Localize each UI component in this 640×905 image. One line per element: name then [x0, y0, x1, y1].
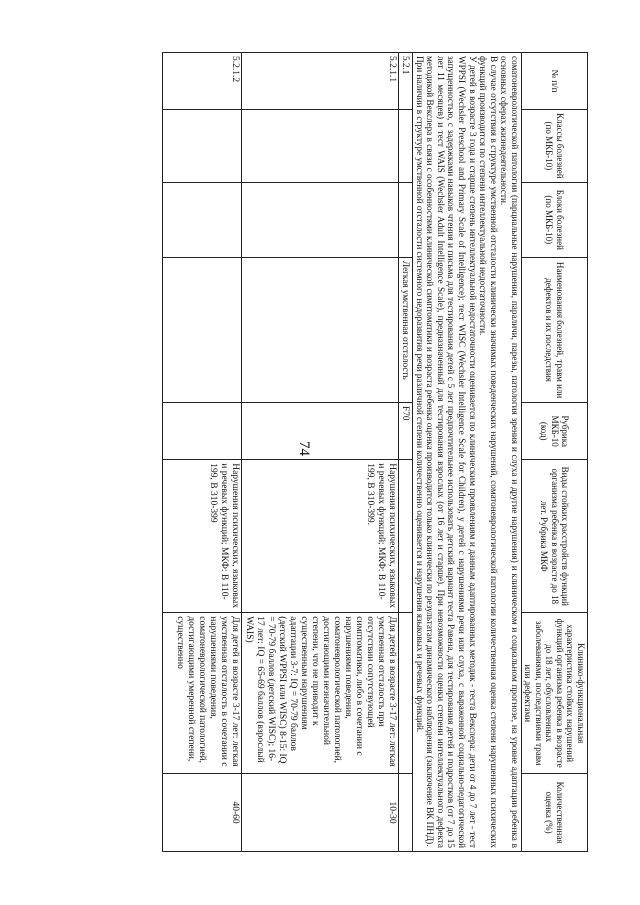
row-types: Нарушения психических, языковых и речевых функций; МКФ: В 110-199, В 310-399 [163, 460, 242, 613]
section-disease: Легкая умственная отсталость [399, 257, 413, 402]
intro-paragraph: При наличии в структуре умственной отсталости системного недоразвития речи различной степени количественно оценивается и нарушения языковых и речевых функций. [414, 56, 425, 733]
table-row [163, 53, 242, 852]
header-num: № п/п [522, 53, 588, 110]
intro-paragraph: У детей в возрасте 3 года и старше степень интеллектуальной недостаточности оценивается по клиническим проявлениям и данным адаптированных методик - теста Векслера: дети от 4 до 7 лет - тест WPPSI (Wechsler Preschool and Primary Scale of Intelligence); тест WISC (Wechsler Intelligence Scale for Children), у детей с нарушениями речи или слуха, с выраженной социально-педагогической запущенностью, с задержками навыков чтения и письма для тестирования детей с 5 лет предпочтительнее использовать детский вариант теста Равена, для тестирования детей и подростков (от 7 до 15 лет 11 месяцев) и тест WAIS (Wechsler Adult Intelligence Scale), предназначенный для тестирования взрослых (от 16 лет и старше). При невозможности оценки степени интеллектуального дефекта методикой Векслера в связи с особенностями клинической симптоматики и возраста ребенка оценка производится только клинически по результатам динамического наблюдения (заключение ВК ПНД). [425, 56, 478, 848]
row-blocks [163, 182, 242, 257]
row-class [242, 110, 399, 183]
header-blocks: Блоки болезней (по МКБ-10) [522, 182, 588, 257]
row-score: 10-30 [242, 774, 399, 852]
row-disease [163, 257, 242, 402]
intro-paragraph: В случае отсутствия в структуре умственной отсталости клинически значимых поведенческих нарушений, соматоневрологической патологии количественная оценка степени нарушенных психических функций производится по степени интеллектуальной недостаточности. [478, 56, 499, 848]
section-num: 5.2.1 [399, 53, 413, 110]
table-header-row [522, 53, 588, 852]
page-number: 74 [296, 441, 312, 456]
row-code [163, 403, 242, 460]
intro-text [413, 53, 522, 852]
header-types: Виды стойких расстройств функций организма ребенка в возрасте до 18 лет. Рубрика МКФ [522, 460, 588, 613]
disability-criteria-table [162, 52, 588, 852]
section-types [399, 460, 413, 613]
rotated-table-page [68, 52, 588, 852]
section-characteristic [399, 613, 413, 774]
row-types: Нарушения психических, языковых и речевых функций; МКФ: В 110-199, В 310-399. [242, 460, 399, 613]
row-score: 40-60 [163, 774, 242, 852]
section-score [399, 774, 413, 852]
row-characteristic: Для детей в возрасте 3-17 лет: легкая умственная отсталость в сочетании с нарушениями поведения, соматоневрологической патологией, достигающими умеренной степени, существенно [163, 613, 242, 774]
intro-row [413, 53, 522, 852]
row-disease [242, 257, 399, 402]
header-score: Количественная оценка (%) [522, 774, 588, 852]
row-num: 5.2.1.2 [163, 53, 242, 110]
header-class: Классы болезней (по МКБ-10) [522, 110, 588, 183]
row-blocks [242, 182, 399, 257]
section-row [399, 53, 413, 852]
row-num: 5.2.1.1 [242, 53, 399, 110]
header-disease: Наименования болезней, травм или дефектов и их последствия [522, 257, 588, 402]
row-code [242, 403, 399, 460]
section-code: F70 [399, 403, 413, 460]
row-characteristic: Для детей в возрасте 3-17 лет: легкая умственная отсталость при отсутствии сопутствующей симптоматики, либо в сочетании с нарушениями поведения, соматоневрологической патологией, достигающими незначительной степени, что не приводит к существенным нарушениям адаптации 3-7: IQ = 70-79 баллов (детский WPPSI или WISC) 8-15: IQ = 70-79 баллов (детский WISC); 16-17 лет: IQ = 65-69 баллов (взрослый WAIS) [242, 613, 399, 774]
header-code: Рубрика МКБ-10 (код) [522, 403, 588, 460]
section-class [399, 110, 413, 183]
intro-paragraph: соматоневрологической патологии (парциальные нарушения, параличи, парезы, патология зрения и слуха и другие нарушения) и клиническом и социальном прогнозе, на уровне адаптации ребенка в основных сферах жизнедеятельности. [499, 56, 520, 848]
section-blocks [399, 182, 413, 257]
row-class [163, 110, 242, 183]
table-row [242, 53, 399, 852]
header-characteristic: Клинико-функциональная характеристика стойких нарушений функций организма ребенка в возрасте до 18 лет, обусловленных заболеваниями, последствиями травм или дефектами [522, 613, 588, 774]
